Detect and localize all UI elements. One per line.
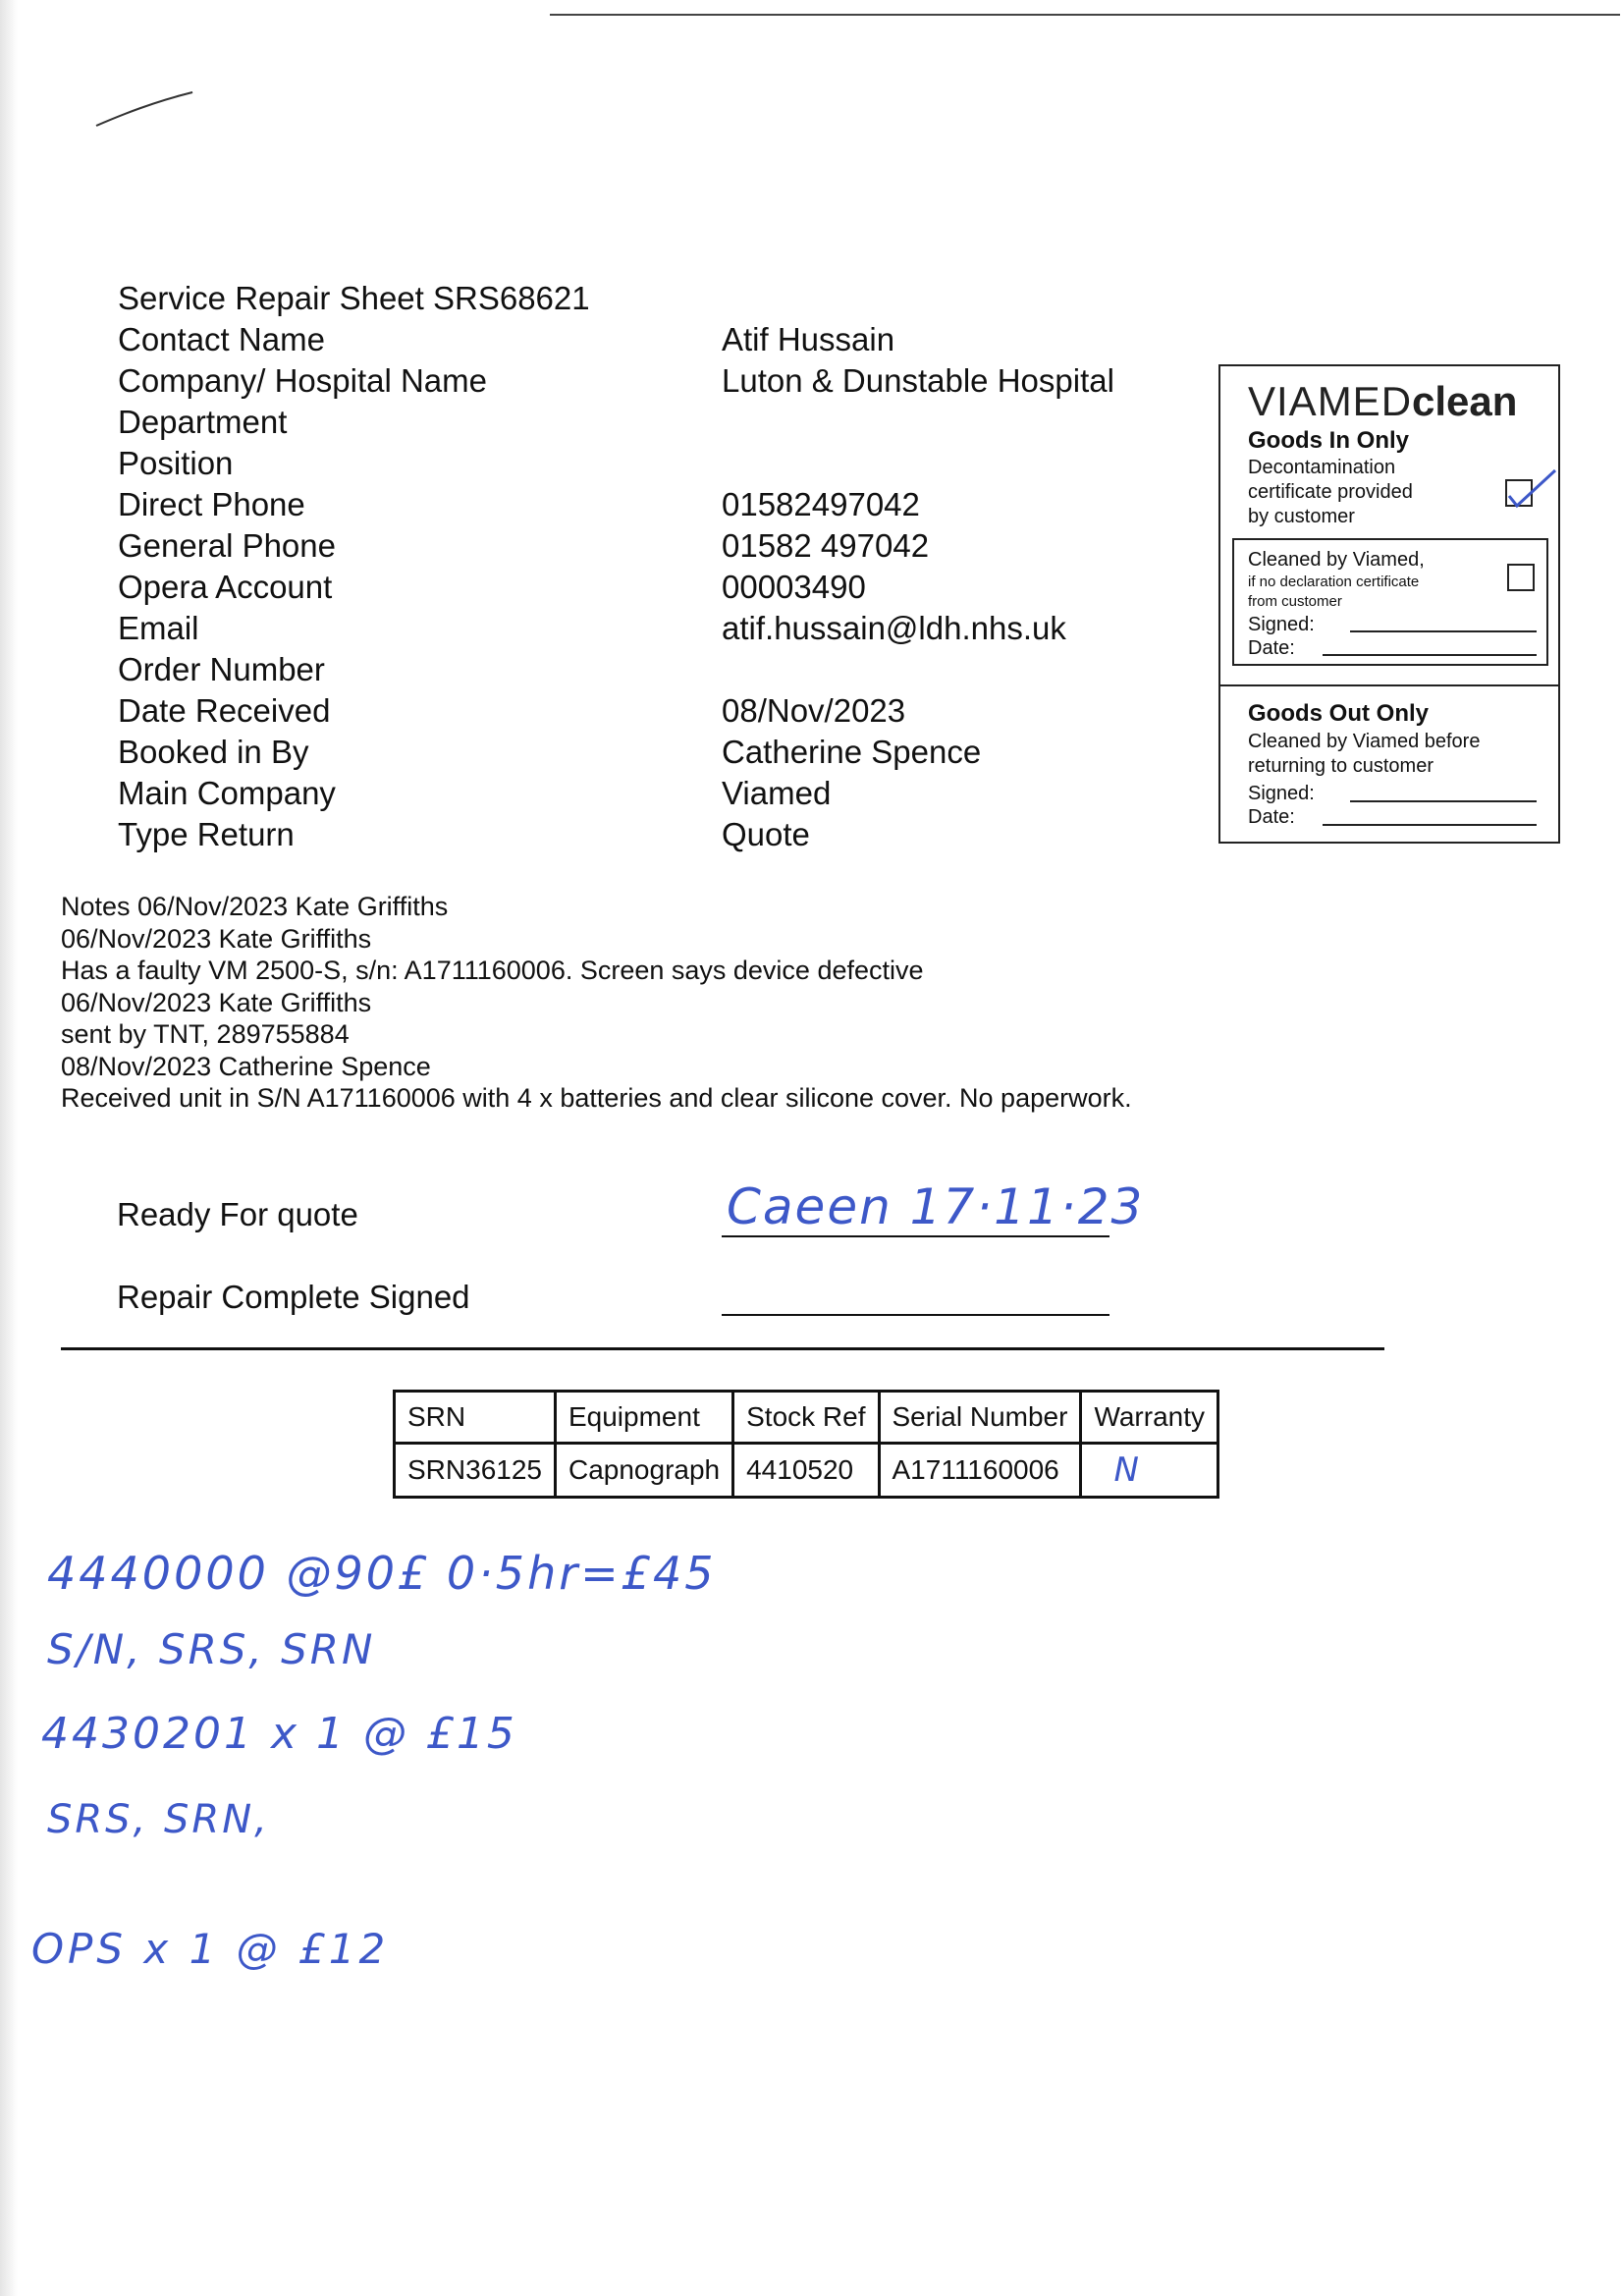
value-general-phone: 01582 497042 xyxy=(722,527,930,564)
label-contact-name: Contact Name xyxy=(118,321,325,357)
field-values-column xyxy=(722,319,1114,855)
ready-signature-line xyxy=(722,1235,1109,1237)
decon-line-2: certificate provided xyxy=(1248,481,1413,503)
label-position: Position xyxy=(118,445,234,481)
pen-stroke-mark xyxy=(94,84,202,134)
header-warranty: Warranty xyxy=(1081,1392,1218,1444)
out-date-line xyxy=(1323,824,1537,826)
cell-warranty xyxy=(1081,1444,1218,1498)
label-email: Email xyxy=(118,610,199,646)
repair-complete-line[interactable] xyxy=(722,1314,1109,1316)
label-order-number: Order Number xyxy=(118,651,325,687)
label-department: Department xyxy=(118,404,288,440)
cleaned-line-3: from customer xyxy=(1248,593,1342,610)
scan-edge-shadow xyxy=(0,0,18,2296)
note-line: Has a faulty VM 2500-S, s/n: A1711160006. Screen says device defective xyxy=(61,956,924,985)
value-position xyxy=(722,443,1114,484)
out-date-label: Date: xyxy=(1248,806,1295,828)
note-line: 06/Nov/2023 Kate Griffiths xyxy=(61,987,372,1017)
viamed-clean-stamp xyxy=(1218,364,1560,844)
cell-stock-ref: 4410520 xyxy=(733,1444,879,1498)
handwritten-note: 4440000 @90£ 0·5hr=£45 xyxy=(47,1547,717,1600)
equipment-table xyxy=(393,1390,1219,1499)
inner-signed-line xyxy=(1350,630,1537,632)
cell-equipment: Capnograph xyxy=(555,1444,732,1498)
cell-serial-number: A1711160006 xyxy=(879,1444,1081,1498)
header-stock-ref: Stock Ref xyxy=(733,1392,879,1444)
notes-block xyxy=(61,891,1132,1115)
header-serial-number: Serial Number xyxy=(879,1392,1081,1444)
value-email: atif.hussain@ldh.nhs.uk xyxy=(722,610,1066,646)
goods-in-title: Goods In Only xyxy=(1248,427,1410,454)
value-date-received: 08/Nov/2023 xyxy=(722,692,906,729)
value-department xyxy=(722,402,1114,443)
ready-for-quote-label: Ready For quote xyxy=(117,1196,358,1232)
inner-date-line xyxy=(1323,654,1537,656)
sheet-title: Service Repair Sheet SRS68621 xyxy=(118,280,590,316)
note-line: 06/Nov/2023 Kate Griffiths xyxy=(61,923,372,954)
out-signed-label: Signed: xyxy=(1248,783,1315,804)
table-row xyxy=(395,1444,1218,1498)
label-type-return: Type Return xyxy=(118,816,295,852)
inner-date-label: Date: xyxy=(1248,637,1295,659)
value-order-number xyxy=(722,649,1114,690)
repair-complete-label: Repair Complete Signed xyxy=(117,1279,470,1315)
checkmark-icon xyxy=(1501,465,1560,514)
cleaned-line-2: if no declaration certificate xyxy=(1248,574,1420,590)
header-equipment: Equipment xyxy=(555,1392,732,1444)
out-line-1: Cleaned by Viamed before xyxy=(1248,731,1481,752)
handwritten-note: OPS x 1 @ £12 xyxy=(31,1925,390,1973)
value-main-company: Viamed xyxy=(722,775,832,811)
goods-out-title: Goods Out Only xyxy=(1248,700,1429,727)
stamp-divider xyxy=(1220,684,1558,686)
out-line-2: returning to customer xyxy=(1248,755,1434,777)
label-direct-phone: Direct Phone xyxy=(118,486,305,522)
handwritten-note: SRS, SRN, xyxy=(47,1797,270,1842)
ready-signature: Caeen 17·11·23 xyxy=(727,1178,1145,1235)
label-general-phone: General Phone xyxy=(118,527,336,564)
note-line: sent by TNT, 289755884 xyxy=(61,1019,350,1049)
label-opera-account: Opera Account xyxy=(118,569,333,605)
section-divider xyxy=(61,1347,1384,1350)
value-contact-name: Atif Hussain xyxy=(722,321,895,357)
label-booked-in-by: Booked in By xyxy=(118,734,309,770)
decon-line-1: Decontamination xyxy=(1248,457,1396,478)
label-company: Company/ Hospital Name xyxy=(118,362,487,399)
cleaned-by-viamed-box xyxy=(1232,538,1548,666)
cleaned-checkbox[interactable] xyxy=(1507,564,1535,591)
table-header-row xyxy=(395,1392,1218,1444)
label-main-company: Main Company xyxy=(118,775,336,811)
decon-line-3: by customer xyxy=(1248,506,1355,527)
stamp-brand-logo: VIAMEDclean xyxy=(1248,378,1518,424)
value-booked-in-by: Catherine Spence xyxy=(722,734,982,770)
value-direct-phone: 01582497042 xyxy=(722,486,920,522)
warranty-handwritten: N xyxy=(1113,1450,1139,1490)
note-line: Notes 06/Nov/2023 Kate Griffiths xyxy=(61,892,449,921)
out-signed-line xyxy=(1350,800,1537,802)
handwritten-note: 4430201 x 1 @ £15 xyxy=(41,1709,517,1759)
value-company: Luton & Dunstable Hospital xyxy=(722,362,1114,399)
cleaned-line-1: Cleaned by Viamed, xyxy=(1248,549,1425,571)
label-date-received: Date Received xyxy=(118,692,331,729)
handwritten-note: S/N, SRS, SRN xyxy=(47,1625,376,1673)
value-type-return: Quote xyxy=(722,816,810,852)
header-srn: SRN xyxy=(395,1392,556,1444)
note-line: Received unit in S/N A171160006 with 4 x batteries and clear silicone cover. No paperwork. xyxy=(61,1083,1132,1113)
field-labels-column xyxy=(118,278,590,855)
inner-signed-label: Signed: xyxy=(1248,614,1315,635)
value-opera-account: 00003490 xyxy=(722,569,866,605)
cell-srn: SRN36125 xyxy=(395,1444,556,1498)
note-line: 08/Nov/2023 Catherine Spence xyxy=(61,1051,431,1081)
scan-top-line xyxy=(550,14,1620,16)
